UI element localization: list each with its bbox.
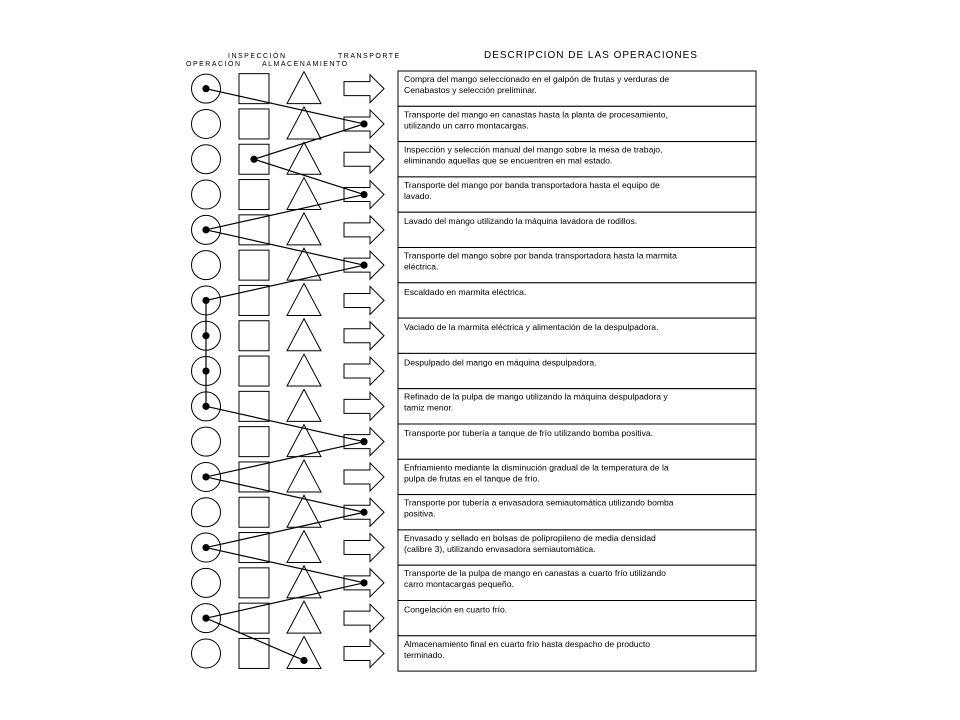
- transport-arrow-icon: [344, 286, 384, 314]
- description-text: Envasado y sellado en bolsas de polipropileno de media densidad: [404, 532, 656, 543]
- flow-connector: [206, 89, 364, 124]
- flow-connector: [206, 583, 364, 618]
- flow-connector: [206, 195, 364, 230]
- flow-connector: [206, 512, 364, 547]
- step-marker-dot: [360, 579, 367, 586]
- description-text: Lavado del mango utilizando la máquina lavadora de rodillos.: [404, 216, 638, 227]
- step-marker-dot: [202, 367, 209, 374]
- description-text: positiva.: [404, 508, 436, 519]
- description-text: Vaciado de la marmita eléctrica y alimentación de la despulpadora.: [404, 322, 659, 333]
- storage-triangle-icon: [287, 531, 321, 563]
- step-marker-dot: [202, 226, 209, 233]
- step-row: [192, 424, 757, 459]
- step-row: [192, 530, 757, 565]
- storage-triangle-icon: [287, 213, 321, 245]
- inspection-square-icon: [239, 321, 269, 351]
- inspection-square-icon: [239, 427, 269, 457]
- flow-links: [206, 89, 364, 661]
- description-text: Transporte de la pulpa de mango en canastas a cuarto frío utilizando: [404, 568, 666, 579]
- step-row: [192, 71, 757, 106]
- storage-triangle-icon: [287, 319, 321, 351]
- inspection-square-icon: [239, 180, 269, 210]
- step-row: [192, 636, 757, 671]
- header-inspeccion: INSPECCIÓN: [228, 53, 287, 60]
- operation-circle-icon: [192, 180, 221, 209]
- step-row: [192, 318, 757, 353]
- description-text: Transporte del mango en canastas hasta la planta de procesamiento,: [404, 109, 668, 120]
- step-row: [192, 353, 757, 388]
- transport-arrow-icon: [344, 604, 384, 632]
- step-row: [192, 106, 757, 141]
- step-row: [192, 177, 757, 212]
- flow-connector: [206, 548, 364, 583]
- step-row: [192, 389, 757, 424]
- description-text: Inspección y selección manual del mango sobre la mesa de trabajo,: [404, 144, 663, 155]
- step-row: [192, 601, 757, 636]
- step-marker-dot: [250, 156, 257, 163]
- transport-arrow-icon: [344, 639, 384, 667]
- step-row: [192, 142, 757, 177]
- header-descripcion: DESCRIPCION DE LAS OPERACIONES: [484, 50, 698, 61]
- description-text: lavado.: [404, 190, 432, 201]
- inspection-square-icon: [239, 497, 269, 527]
- storage-triangle-icon: [287, 107, 321, 139]
- operation-circle-icon: [192, 427, 221, 456]
- description-text: Transporte por tubería a envasadora semiautomática utilizando bomba: [404, 497, 674, 508]
- storage-triangle-icon: [287, 354, 321, 386]
- description-text: Almacenamiento final en cuarto frío hasta despacho de producto: [404, 638, 651, 649]
- header-almacenamiento: ALMACENAMIENTO: [262, 61, 349, 68]
- storage-triangle-icon: [287, 283, 321, 315]
- header-transporte: TRANSPORTE: [338, 53, 401, 60]
- description-text: Escaldado en marmita eléctrica.: [404, 286, 527, 297]
- operation-circle-icon: [192, 568, 221, 597]
- step-row: [192, 565, 757, 600]
- description-text: Despulpado del mango en máquina despulpadora.: [404, 357, 597, 368]
- operation-circle-icon: [192, 145, 221, 174]
- step-marker-dot: [360, 120, 367, 127]
- operation-circle-icon: [192, 109, 221, 138]
- description-text: Refinado de la pulpa de mango utilizando la máquina despulpadora y: [404, 391, 668, 402]
- transport-arrow-icon: [344, 357, 384, 385]
- transport-arrow-icon: [344, 322, 384, 350]
- step-marker-dot: [202, 403, 209, 410]
- transport-arrow-icon: [344, 392, 384, 420]
- transport-arrow-icon: [344, 534, 384, 562]
- step-marker-dot: [202, 544, 209, 551]
- description-text: Transporte del mango por banda transportadora hasta el equipo de: [404, 179, 660, 190]
- transport-arrow-icon: [344, 75, 384, 103]
- storage-triangle-icon: [287, 601, 321, 633]
- operation-circle-icon: [192, 251, 221, 280]
- step-row: [192, 283, 757, 318]
- storage-triangle-icon: [287, 389, 321, 421]
- step-marker-dot: [360, 438, 367, 445]
- storage-triangle-icon: [287, 460, 321, 492]
- step-marker-dot: [202, 473, 209, 480]
- description-text: Cenabastos y selección preliminar.: [404, 85, 537, 95]
- inspection-square-icon: [239, 250, 269, 280]
- inspection-square-icon: [239, 356, 269, 386]
- description-text: Congelación en cuarto frío.: [404, 604, 508, 615]
- flow-connector: [206, 230, 364, 265]
- flow-connector: [206, 265, 364, 300]
- flow-connector: [206, 477, 364, 512]
- step-marker-dot: [300, 657, 307, 664]
- step-row: [192, 248, 757, 283]
- step-marker-dot: [360, 509, 367, 516]
- storage-triangle-icon: [287, 72, 321, 104]
- inspection-square-icon: [239, 109, 269, 139]
- step-marker-dot: [202, 332, 209, 339]
- transport-arrow-icon: [344, 463, 384, 491]
- step-marker-dot: [202, 615, 209, 622]
- description-text: tamiz menor.: [404, 402, 454, 413]
- step-marker-dot: [202, 85, 209, 92]
- step-row: [192, 212, 757, 247]
- step-row: [192, 495, 757, 530]
- operation-circle-icon: [192, 639, 221, 668]
- inspection-square-icon: [239, 568, 269, 598]
- description-text: Enfriamiento mediante la disminución gradual de la temperatura de la: [404, 462, 669, 473]
- description-text: carro montacargas pequeño.: [404, 579, 514, 590]
- flow-markers: [202, 85, 367, 664]
- step-row: [192, 459, 757, 494]
- step-marker-dot: [202, 297, 209, 304]
- header-operacion: OPERACIÓN: [186, 61, 242, 68]
- description-text: Transporte por tubería a tanque de frío utilizando bomba positiva.: [404, 428, 654, 438]
- description-text: terminado.: [404, 649, 445, 660]
- transport-arrow-icon: [344, 145, 384, 173]
- step-marker-dot: [360, 191, 367, 198]
- step-marker-dot: [360, 262, 367, 269]
- description-text: (calibre 3), utilizando envasadora semiautomática.: [404, 543, 596, 554]
- description-text: eléctrica.: [404, 261, 439, 272]
- description-text: utilizando un carro montacargas.: [404, 120, 529, 131]
- description-text: Transporte del mango sobre por banda transportadora hasta la marmita: [404, 250, 677, 261]
- description-text: pulpa de frutas en el tanque de frío.: [404, 473, 540, 484]
- flow-connector: [206, 406, 364, 441]
- description-text: Compra del mango seleccionado en el galpón de frutas y verduras de: [404, 74, 670, 84]
- description-text: eliminando aquellas que se encuentren en mal estado.: [404, 155, 613, 166]
- symbol-rows: [192, 71, 757, 671]
- operation-circle-icon: [192, 498, 221, 527]
- flow-connector: [206, 442, 364, 477]
- transport-arrow-icon: [344, 216, 384, 244]
